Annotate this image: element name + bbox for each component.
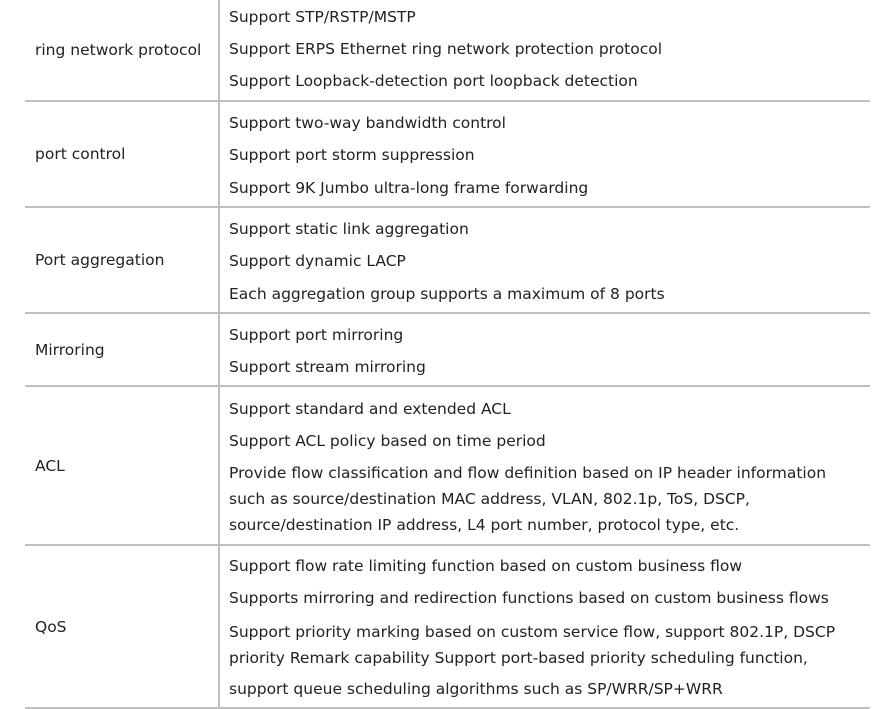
detail-line: Support port mirroring — [229, 326, 404, 344]
spec-row-ring-network-protocol — [25, 0, 870, 102]
column-divider — [218, 546, 220, 707]
feature-name: ring network protocol — [35, 41, 202, 59]
spec-row-mirroring — [25, 314, 870, 387]
detail-line: Support static link aggregation — [229, 220, 469, 238]
detail-paragraph: Provide flow classification and flow definition based on IP header information such as source/destination MAC address, VLAN, 802.1p, ToS, DSCP, source/destination IP address, L4 port number, protocol type, etc. — [229, 464, 827, 534]
detail-line: Support dynamic LACP — [229, 252, 406, 270]
detail-line: Support standard and extended ACL — [229, 400, 511, 418]
detail-line: Support Loopback-detection port loopback detection — [229, 72, 638, 90]
feature-name: QoS — [35, 617, 67, 636]
detail-line: Support two-way bandwidth control — [229, 114, 506, 132]
column-divider — [218, 208, 220, 312]
detail-line: Support stream mirroring — [229, 358, 426, 376]
detail-paragraph: Support priority marking based on custom service flow, support 802.1P, DSCP priority Remark capability Support port-based priority scheduling function, — [229, 623, 836, 667]
detail-line: support queue scheduling algorithms such as SP/WRR/SP+WRR — [229, 680, 723, 698]
feature-name: port control — [35, 145, 126, 163]
feature-name: ACL — [35, 456, 65, 475]
feature-name: Port aggregation — [35, 251, 165, 269]
detail-line: Support STP/RSTP/MSTP — [229, 8, 416, 26]
feature-name: Mirroring — [35, 340, 105, 359]
detail-line: Support ACL policy based on time period — [229, 432, 546, 450]
spec-table — [25, 0, 870, 709]
column-divider — [218, 387, 220, 544]
detail-line: Supports mirroring and redirection functions based on custom business flows — [229, 589, 829, 607]
column-divider — [218, 0, 220, 100]
column-divider — [218, 314, 220, 385]
spec-row-acl — [25, 387, 870, 546]
detail-line: Each aggregation group supports a maximum of 8 ports — [229, 285, 665, 303]
spec-row-port-control — [25, 102, 870, 208]
column-divider — [218, 102, 220, 206]
detail-line: Support port storm suppression — [229, 146, 475, 164]
detail-line: Support ERPS Ethernet ring network protection protocol — [229, 40, 663, 58]
detail-line: Support flow rate limiting function based on custom business flow — [229, 557, 743, 575]
spec-row-port-aggregation — [25, 208, 870, 314]
spec-row-qos — [25, 546, 870, 709]
detail-line: Support 9K Jumbo ultra-long frame forwarding — [229, 179, 589, 197]
